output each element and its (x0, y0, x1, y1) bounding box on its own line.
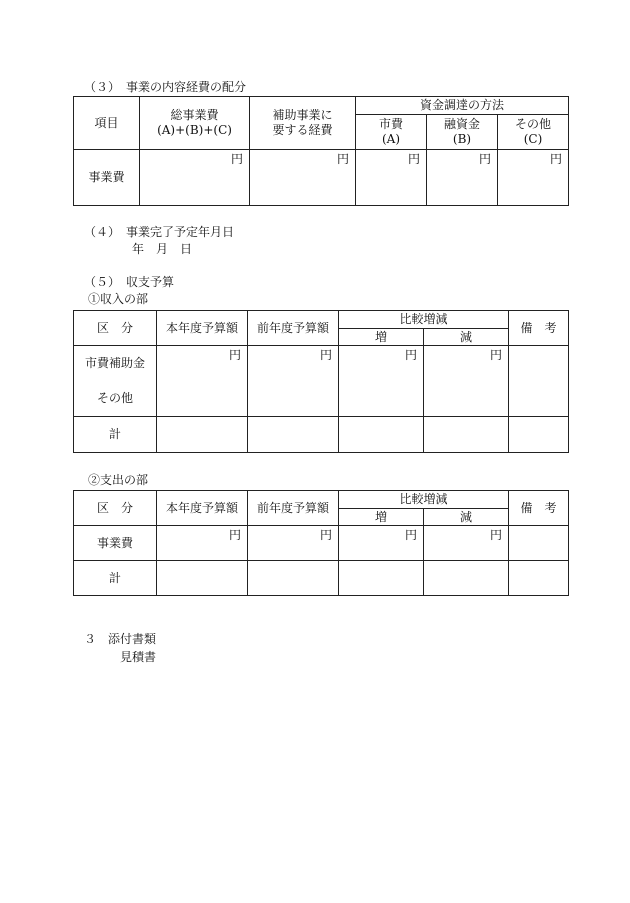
expense-header-this-year: 本年度予算額 (157, 491, 248, 526)
header-subsidy-l2: 要する経費 (272, 123, 333, 137)
expense-total-decrease (424, 561, 509, 596)
expense-cell-this-year: 円 (157, 526, 248, 561)
income-cell-last-year: 円 (248, 346, 339, 417)
header-item: 項目 (74, 97, 140, 150)
income-cell-decrease: 円 (424, 346, 509, 417)
expense-total-this-year (157, 561, 248, 596)
income-cell-increase: 円 (339, 346, 424, 417)
header-loan (427, 115, 498, 150)
header-other-l1: その他 (515, 117, 552, 131)
header-subsidy (250, 97, 356, 150)
cell-subsidy: 円 (250, 150, 356, 206)
expense-cell-last-year: 円 (248, 526, 339, 561)
income-total-this-year (157, 417, 248, 453)
header-city-l1: 市費 (378, 117, 403, 131)
income-header-category: 区 分 (74, 311, 157, 346)
expense-table (73, 490, 569, 596)
cell-other: 円 (498, 150, 569, 206)
expense-header-increase: 増 (339, 509, 424, 526)
expense-cell-increase: 円 (339, 526, 424, 561)
expense-header-decrease: 減 (424, 509, 509, 526)
header-other-l2: (C) (523, 132, 543, 146)
expense-total-increase (339, 561, 424, 596)
income-total-decrease (424, 417, 509, 453)
income-total-remarks (509, 417, 569, 453)
income-header-decrease: 減 (424, 329, 509, 346)
header-city-l2: (A) (381, 132, 401, 146)
income-header-last-year: 前年度予算額 (248, 311, 339, 346)
header-city (356, 115, 427, 150)
income-total-last-year (248, 417, 339, 453)
income-header-remarks: 備 考 (509, 311, 569, 346)
row-label-project-cost: 事業費 (74, 150, 140, 206)
header-loan-l1: 融資金 (443, 117, 480, 131)
income-row-other: その他 (96, 391, 133, 405)
expense-total-remarks (509, 561, 569, 596)
header-total (140, 97, 250, 150)
expense-row-project-cost: 事業費 (74, 526, 157, 561)
expense-allocation-table (73, 96, 569, 206)
cell-total: 円 (140, 150, 250, 206)
header-loan-l2: (B) (452, 132, 472, 146)
header-subsidy-l1: 補助事業に (272, 108, 333, 122)
header-funding: 資金調達の方法 (356, 97, 569, 115)
completion-date: 年 月 日 (132, 242, 193, 256)
expense-title: ②支出の部 (88, 473, 149, 487)
income-header-increase: 増 (339, 329, 424, 346)
header-total-l1: 総事業費 (170, 108, 219, 122)
header-total-l2: (A)+(B)+(C) (157, 123, 232, 137)
income-title: ①収入の部 (88, 292, 149, 306)
cell-loan: 円 (427, 150, 498, 206)
income-cell-remarks (509, 346, 569, 417)
section3-heading: （３） 事業の内容経費の配分 (84, 80, 247, 94)
income-total-increase (339, 417, 424, 453)
income-row-total: 計 (74, 417, 157, 453)
expense-header-last-year: 前年度予算額 (248, 491, 339, 526)
income-row-labels (74, 346, 157, 417)
section5-heading: （５） 収支予算 (84, 275, 175, 289)
income-header-this-year: 本年度予算額 (157, 311, 248, 346)
income-table (73, 310, 569, 453)
expense-cell-remarks (509, 526, 569, 561)
income-row-city-subsidy: 市費補助金 (84, 356, 145, 370)
header-other (498, 115, 569, 150)
expense-total-last-year (248, 561, 339, 596)
cell-city: 円 (356, 150, 427, 206)
expense-header-category: 区 分 (74, 491, 157, 526)
attachments-heading: ３ 添付書類 (84, 632, 157, 646)
attachment-item-estimate: 見積書 (120, 650, 157, 664)
expense-row-total: 計 (74, 561, 157, 596)
expense-header-compare: 比較増減 (339, 491, 509, 509)
income-header-compare: 比較増減 (339, 311, 509, 329)
expense-cell-decrease: 円 (424, 526, 509, 561)
section4-heading: （４） 事業完了予定年月日 (84, 225, 235, 239)
expense-header-remarks: 備 考 (509, 491, 569, 526)
income-cell-this-year: 円 (157, 346, 248, 417)
